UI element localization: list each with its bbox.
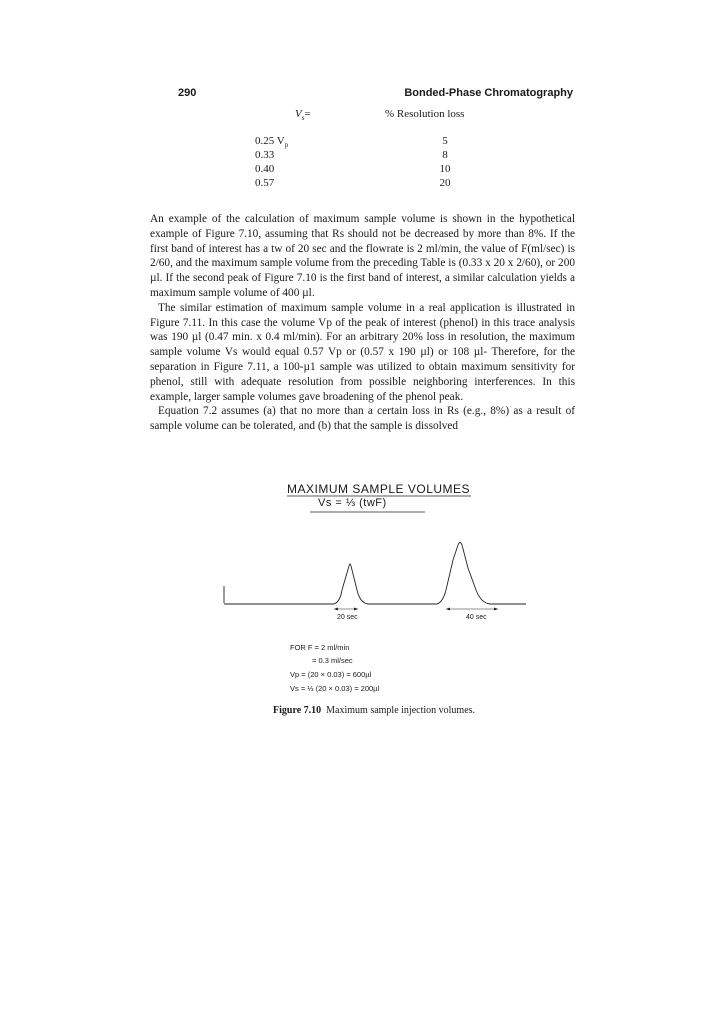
paragraph-1: An example of the calculation of maximum sample volume is shown in the hypothetical example of Figure 7.10, assuming that Rs should not be decreased by more than 8%. If the first band of interest has a tw of 20 sec and the flowrate is 2 ml/min, the value of F(ml/sec) is 2/60, and the maximum sample volume from the preceding Table is (0.33 x 20 x 2/60), or 200 µl. If the second peak of Figure 7.10 is the first band of interest, a similar calculation yields a maximum sample volume of 400 µl. <box>150 213 575 299</box>
figure-flow-line: FOR F = 2 ml/min <box>290 643 350 652</box>
figure-flow-converted: = 0.3 ml/sec <box>312 656 353 665</box>
peak2-width-label: 40 sec <box>466 614 487 621</box>
table-header-resolution-loss: % Resolution loss <box>385 108 465 120</box>
caption-text: Maximum sample injection volumes. <box>326 705 476 716</box>
figure-title: MAXIMUM SAMPLE VOLUMES <box>287 482 471 496</box>
table-row: 0.40 10 <box>255 163 451 175</box>
paragraph-2: The similar estimation of maximum sample volume in a real application is illustrated in Figure 7.11. In this case the volume Vp of the peak of interest (phenol) in this trace analysis was 190 µl (0.47 min. x 0.4 ml/min). For an arbitrary 20% loss in resolution, the maximum sample volume Vs would equal 0.57 Vp or (0.57 x 190 µl) or 108 µl- Therefore, for the separation in Figure 7.11, a 100-µ1 sample was utilized to obtain maximum sensitivity for phenol, still with adequate resolution from possible neighboring interferences. In this example, larger sample volumes gave broadening of the phenol peak. <box>150 301 575 403</box>
table-row: 0.33 8 <box>255 149 448 161</box>
peak1-width-label: 20 sec <box>337 614 358 621</box>
table-row: 0.57 20 <box>255 177 451 189</box>
figure-equation: Vs = ⅓ (twF) <box>318 497 387 509</box>
figure-caption <box>273 705 475 716</box>
paragraph-3: Equation 7.2 assumes (a) that no more than a certain loss in Rs (e.g., 8%) as a result of sample volume can be tolerated, and (b) that the sample is dissolved <box>150 405 575 433</box>
caption-label: Figure 7.10 <box>273 705 322 716</box>
figure-vs-line: Vs = ⅓ (20 × 0.03) = 200µl <box>290 684 380 693</box>
table-row: 0.25 $V_p$ 5 <box>255 135 448 150</box>
running-head: Bonded-Phase Chromatography <box>404 87 573 99</box>
page-number: 290 <box>178 87 197 99</box>
table-header-vs: $V_s=$ <box>295 108 311 123</box>
figure-vp-line: Vp = (20 × 0.03) = 600µl <box>290 670 372 679</box>
